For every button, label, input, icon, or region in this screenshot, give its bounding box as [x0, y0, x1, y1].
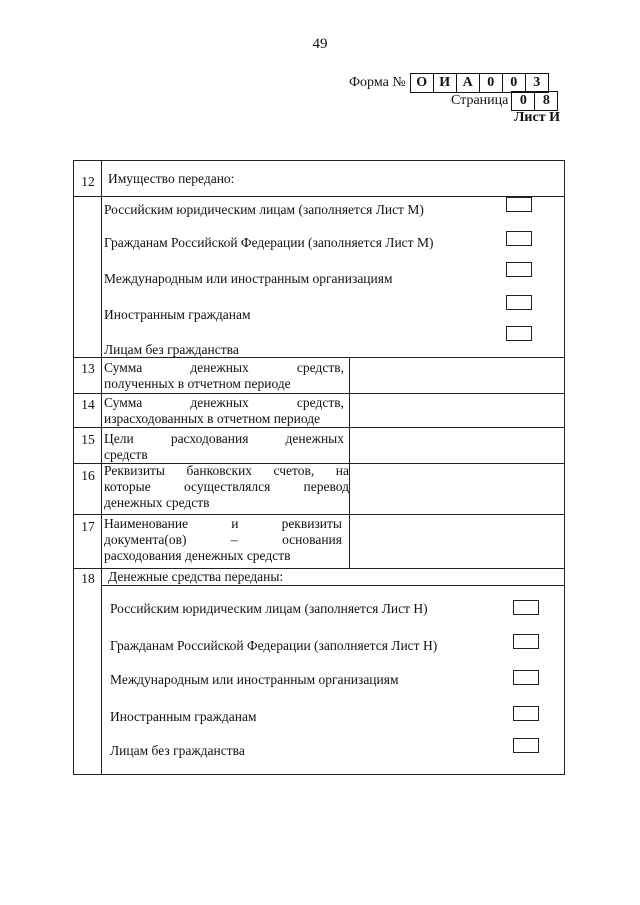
value-input[interactable]	[350, 428, 564, 463]
page-cell: 8	[542, 92, 550, 108]
option-label: Иностранным гражданам	[104, 307, 251, 322]
row-label: Реквизиты банковских счетов, на которые осуществлялся перевод денежных средств	[104, 463, 349, 510]
option-label: Международным или иностранным организациям	[110, 672, 399, 687]
row-divider	[74, 196, 564, 197]
sheet-title: Лист И	[514, 110, 560, 125]
option-label: Гражданам Российской Федерации (заполняется Лист Н)	[110, 638, 438, 653]
option-checkbox[interactable]	[513, 670, 539, 685]
option-checkbox[interactable]	[506, 197, 532, 212]
page-cells	[511, 91, 558, 111]
row-number: 14	[81, 397, 95, 412]
row-divider	[102, 585, 564, 586]
page-cell: 0	[512, 92, 535, 110]
row-label: Наименование и реквизиты документа(ов) – основания расходования денежных средств	[104, 516, 342, 563]
form-label: Форма №	[349, 75, 406, 90]
row-label: Сумма денежных средств, полученных в отчетном периоде	[104, 360, 344, 391]
row-number: 15	[81, 432, 95, 447]
option-label: Гражданам Российской Федерации (заполняется Лист М)	[104, 235, 434, 250]
option-checkbox[interactable]	[513, 706, 539, 721]
value-input[interactable]	[350, 515, 564, 568]
option-label: Лицам без гражданства	[110, 743, 245, 758]
section-title: Денежные средства переданы:	[108, 569, 284, 584]
row-number: 16	[81, 468, 95, 483]
page-field	[451, 91, 558, 110]
form-code-cell: И	[434, 74, 457, 92]
option-checkbox[interactable]	[513, 738, 539, 753]
page-label: Страница	[451, 92, 509, 108]
option-checkbox[interactable]	[506, 262, 532, 277]
form-code-cell: О	[411, 74, 434, 92]
option-checkbox[interactable]	[513, 634, 539, 649]
row-label: Цели расходования денежных средств	[104, 431, 344, 462]
option-label: Иностранным гражданам	[110, 709, 257, 724]
value-input[interactable]	[350, 394, 564, 427]
option-checkbox[interactable]	[506, 295, 532, 310]
row-number: 17	[81, 519, 95, 534]
row-number: 13	[81, 361, 95, 376]
row-number: 12	[81, 174, 95, 189]
row-number: 18	[81, 571, 95, 586]
option-label: Лицам без гражданства	[104, 342, 239, 357]
page-number: 49	[312, 36, 328, 52]
form-code-cell: 0	[480, 74, 503, 92]
section-title: Имущество передано:	[108, 171, 235, 186]
option-label: Российским юридическим лицам (заполняется Лист Н)	[110, 601, 428, 616]
form-code-cell: 3	[533, 75, 541, 90]
option-checkbox[interactable]	[506, 231, 532, 246]
option-label: Международным или иностранным организациям	[104, 271, 393, 286]
value-input[interactable]	[350, 464, 564, 514]
form-code-cell: 0	[503, 74, 526, 92]
row-label: Сумма денежных средств, израсходованных в отчетном периоде	[104, 395, 344, 426]
form-table	[73, 160, 565, 775]
option-checkbox[interactable]	[506, 326, 532, 341]
form-code-cell: А	[457, 74, 480, 92]
option-checkbox[interactable]	[513, 600, 539, 615]
option-label: Российским юридическим лицам (заполняется Лист М)	[104, 202, 424, 217]
value-input[interactable]	[350, 358, 564, 393]
